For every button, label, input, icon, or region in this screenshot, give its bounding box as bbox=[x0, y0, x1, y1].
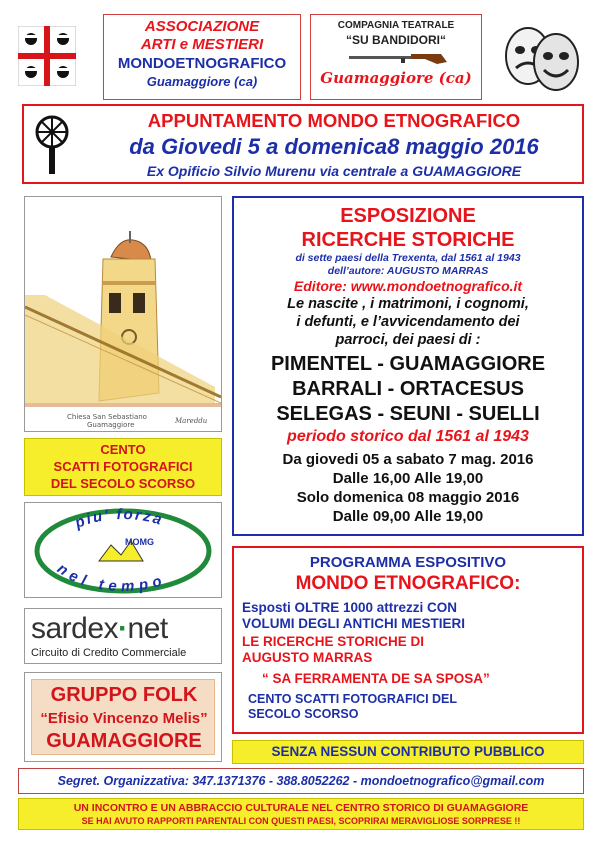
sardinia-flag-icon bbox=[18, 26, 76, 86]
assoc-line-1: ASSOCIAZIONE bbox=[144, 18, 260, 35]
sardex-name-a: sardex bbox=[31, 612, 119, 645]
logo-brand: MOMG bbox=[125, 537, 154, 547]
event-banner bbox=[22, 104, 584, 184]
programma-item-2-line-1: LE RICERCHE STORICHE DI bbox=[242, 634, 425, 649]
programma-item-3: “ SA FERRAMENTA DE SA SPOSA” bbox=[262, 671, 490, 686]
association-box bbox=[103, 14, 301, 100]
folk-line-1: GRUPPO FOLK bbox=[50, 684, 198, 706]
contact-text: Segret. Organizzativa: 347.1371376 - 388.8052262 - mondoetnografico@gmail.com bbox=[57, 774, 545, 788]
exhibit-desc-3: parroci, dei paesi di : bbox=[335, 332, 481, 348]
contact-box bbox=[18, 768, 584, 794]
exhibit-box bbox=[232, 196, 584, 536]
theatre-box bbox=[310, 14, 482, 100]
programma-title-1: PROGRAMMA ESPOSITIVO bbox=[309, 554, 507, 571]
sardex-dot: · bbox=[118, 612, 128, 645]
programma-title-2: MONDO ETNOGRAFICO: bbox=[295, 573, 521, 594]
banner-venue: Ex Opificio Silvio Murenu via centrale a GUAMAGGIORE bbox=[146, 163, 522, 179]
banner-dates: da Giovedi 5 a domenica8 maggio 2016 bbox=[129, 134, 539, 159]
folk-line-2: “Efisio Vincenzo Melis” bbox=[40, 710, 208, 727]
sketch-signature: Mareddu bbox=[175, 417, 208, 425]
programma-item-4-line-2: SECOLO SCORSO bbox=[248, 707, 359, 721]
cento-line-3: DEL SECOLO SCORSO bbox=[50, 476, 196, 491]
exhibit-desc-2: i defunti, e l’avvicendamento dei bbox=[296, 314, 520, 330]
theatre-masks-icon bbox=[498, 22, 584, 96]
theatre-town: Guamaggiore (ca) bbox=[320, 69, 472, 87]
cento-line-2: SCATTI FOTOGRAFICI bbox=[53, 459, 193, 474]
exhibit-sub-1: di sette paesi della Trexenta, dal 1561 al 1943 bbox=[295, 252, 521, 264]
assoc-line-2: ARTI e MESTIERI bbox=[140, 36, 264, 53]
exhibit-title-2: RICERCHE STORICHE bbox=[301, 229, 515, 251]
spinning-wheel-icon bbox=[32, 114, 72, 176]
assoc-line-4: Guamaggiore (ca) bbox=[146, 74, 258, 89]
exhibit-town-3: SELEGAS - SEUNI - SUELLI bbox=[276, 403, 540, 425]
sketch-caption-2: Guamaggiore bbox=[87, 421, 135, 429]
sardex-tagline: Circuito di Credito Commerciale bbox=[31, 647, 187, 659]
cento-line-1: CENTO bbox=[100, 442, 146, 457]
sardex-logo-box bbox=[24, 608, 222, 664]
programma-item-1-line-1: Esposti OLTRE 1000 attrezzi CON bbox=[242, 600, 458, 615]
cento-scatti-box bbox=[24, 438, 222, 496]
forza-logo-box bbox=[24, 502, 222, 598]
programma-box bbox=[232, 546, 584, 734]
theatre-name: “SU BANDIDORI“ bbox=[345, 33, 446, 47]
exhibit-sub-2: dell’autore: AUGUSTO MARRAS bbox=[327, 265, 489, 277]
exhibit-hours-3: Solo domenica 08 maggio 2016 bbox=[296, 489, 520, 506]
programma-item-4-line-1: CENTO SCATTI FOTOGRAFICI DEL bbox=[248, 692, 458, 706]
programma-item-1-line-2: VOLUMI DEGLI ANTICHI MESTIERI bbox=[242, 616, 466, 631]
exhibit-editor: Editore: www.mondoetnografico.it bbox=[293, 278, 523, 294]
exhibit-desc-1: Le nascite , i matrimoni, i cognomi, bbox=[287, 296, 529, 312]
assoc-line-3: MONDOETNOGRAFICO bbox=[117, 55, 287, 72]
exhibit-hours-1: Da giovedi 05 a sabato 7 mag. 2016 bbox=[282, 451, 534, 468]
logo-arc-bottom: nel tempo bbox=[53, 560, 169, 596]
rifle-icon bbox=[311, 48, 481, 68]
exhibit-town-2: BARRALI - ORTACESUS bbox=[292, 378, 524, 400]
programma-item-2-line-2: AUGUSTO MARRAS bbox=[242, 650, 373, 665]
gruppo-folk-box bbox=[24, 672, 222, 762]
exhibit-hours-2: Dalle 16,00 Alle 19,00 bbox=[332, 470, 484, 487]
church-sketch bbox=[24, 196, 222, 432]
exhibit-period: periodo storico dal 1561 al 1943 bbox=[287, 428, 529, 445]
senza-label: SENZA NESSUN CONTRIBUTO PUBBLICO bbox=[271, 744, 545, 759]
logo-arc-top: piu' forza bbox=[72, 505, 166, 532]
footer-line-2: SE HAI AVUTO RAPPORTI PARENTALI CON QUESTI PAESI, SCOPRIRAI MERAVIGLIOSE SORPRESE !! bbox=[81, 816, 521, 826]
sardex-name-b: net bbox=[127, 612, 168, 645]
sketch-caption-1: Chiesa San Sebastiano bbox=[67, 413, 147, 421]
exhibit-hours-4: Dalle 09,00 Alle 19,00 bbox=[332, 508, 484, 525]
folk-line-3: GUAMAGGIORE bbox=[46, 730, 202, 752]
footer-line-1: UN INCONTRO E UN ABBRACCIO CULTURALE NEL CENTRO STORICO DI GUAMAGGIORE bbox=[73, 802, 529, 814]
theatre-top: COMPAGNIA TEATRALE bbox=[337, 20, 455, 31]
exhibit-town-1: PIMENTEL - GUAMAGGIORE bbox=[270, 353, 546, 375]
senza-contributo-box bbox=[232, 740, 584, 764]
banner-title: APPUNTAMENTO MONDO ETNOGRAFICO bbox=[147, 110, 521, 131]
footer-box bbox=[18, 798, 584, 830]
exhibit-title-1: ESPOSIZIONE bbox=[340, 205, 476, 227]
